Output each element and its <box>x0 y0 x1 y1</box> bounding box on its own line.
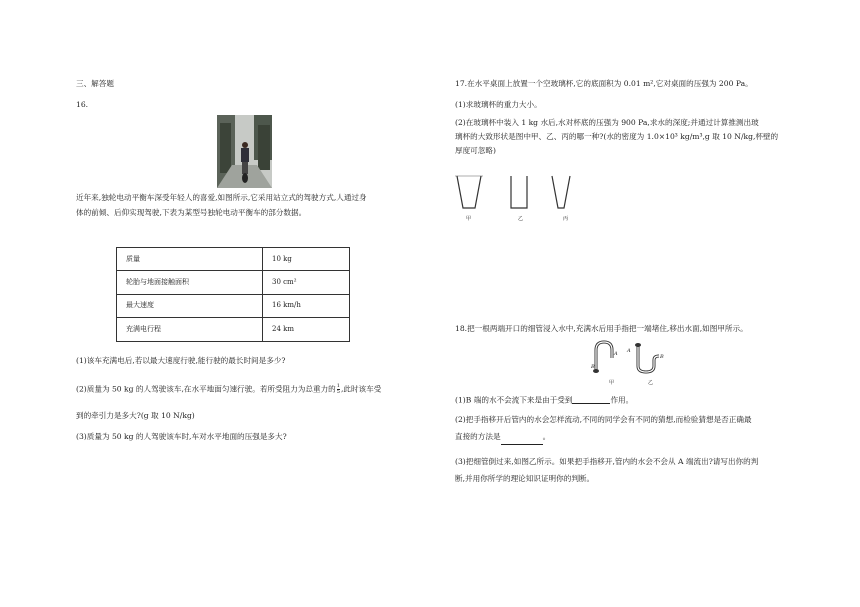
table-value: 16 km/h <box>263 294 350 317</box>
fraction-numerator: 1 <box>336 383 340 389</box>
q17-line1: 17.在水平桌面上放置一个空玻璃杯,它的底面积为 0.01 m²,它对桌面的压强为 200 Pa。 <box>455 79 753 88</box>
q18-sub2-line2 <box>455 428 752 445</box>
q16-sub2-text-b: ,此时该车受 <box>340 384 382 394</box>
q16-sub2-text-a: (2)质量为 50 kg 的人驾驶该车,在水平地面匀速行驶。若所受阻力为总重力的 <box>76 384 336 394</box>
table-value: 10 kg <box>263 248 350 271</box>
tube-figure-jia <box>590 340 622 378</box>
tube-end-a: A <box>614 351 618 357</box>
table-row <box>117 271 350 294</box>
q18-sub1-text-b: 作用。 <box>610 395 634 405</box>
table-row <box>117 248 350 271</box>
unicycle-photo <box>217 115 272 188</box>
q18-sub2-text-b: 。 <box>542 432 551 441</box>
q16-sub3: (3)质量为 50 kg 的人驾驶该车时,车对水平地面的压强是多大? <box>76 432 287 441</box>
cup-label-yi: 乙 <box>518 216 524 222</box>
answer-blank[interactable] <box>572 395 610 404</box>
q16-intro-line2: 体的前倾、后仰实现驾驶,下表为某型号独轮电动平衡车的部分数据。 <box>76 208 307 217</box>
q16-sub2-line2: 到的牵引力是多大?(g 取 10 N/kg) <box>76 411 195 420</box>
cup-label-jia: 甲 <box>466 216 472 222</box>
tube-figure-yi <box>632 342 664 378</box>
spec-table <box>116 247 350 342</box>
tube-label-jia: 甲 <box>609 380 615 386</box>
q17-sub1: (1)求玻璃杯的重力大小。 <box>455 100 542 109</box>
fraction <box>337 384 340 395</box>
tube-end-a2: A <box>627 348 631 354</box>
tube-end-b: B <box>591 364 595 370</box>
q18-sub1 <box>455 395 633 404</box>
q18-line1: 18.把一根两端开口的细管浸入水中,充满水后用手指把一端堵住,移出水面,如图甲所示。 <box>455 324 748 333</box>
table-row <box>117 294 350 317</box>
table-label: 质量 <box>117 248 263 271</box>
tube-end-b2: B <box>660 354 664 360</box>
q16-sub2 <box>76 384 381 395</box>
table-value: 30 cm² <box>263 271 350 294</box>
q17-sub2-line2: 璃杯的大致形状是图中甲、乙、丙的哪一种?(水的密度为 1.0×10³ kg/m³,g 取 10 N/kg,杯壁的 <box>455 132 779 141</box>
fraction-denominator: 5 <box>336 389 340 395</box>
table-label: 轮胎与地面接触面积 <box>117 271 263 294</box>
q18-sub3-line1: (3)把细管倒过来,如图乙所示。如果把手指移开,管内的水会不会从 A 端流出?请写出你的判 <box>455 457 759 466</box>
table-label: 最大速度 <box>117 294 263 317</box>
answer-blank[interactable] <box>501 436 543 445</box>
q17-sub2-line3: 厚度可忽略) <box>455 146 496 155</box>
section-heading: 三、解答题 <box>76 79 114 88</box>
q18-sub3-line2: 断,并用你所学的理论知识证明你的判断。 <box>455 474 595 483</box>
table-row <box>117 318 350 341</box>
q16-intro-line1: 近年来,独轮电动平衡车深受年轻人的喜爱,如图所示,它采用站立式的驾驶方式,人通过身 <box>76 193 367 202</box>
q16-sub1: (1)该车充满电后,若以最大速度行驶,能行驶的最长时间是多少? <box>76 356 286 365</box>
q17-sub2-line1: (2)在玻璃杯中装入 1 kg 水后,水对杯底的压强为 900 Pa,求水的深度;并通过计算推测出玻 <box>455 118 759 127</box>
q18-sub2-text-a: 直接的方法是 <box>455 432 501 441</box>
question-16-number: 16. <box>76 100 89 109</box>
q18-sub2-line1: (2)把手指移开后管内的水会怎样流动,不同的同学会有不同的猜想,而检验猜想是否正确最 <box>455 415 752 424</box>
q18-sub1-text-a: (1)B 端的水不会流下来是由于受到 <box>455 395 573 405</box>
cups-figure <box>455 175 575 225</box>
table-value: 24 km <box>263 318 350 341</box>
tube-label-yi: 乙 <box>648 380 654 386</box>
cup-label-bing: 丙 <box>563 216 569 222</box>
table-label: 充满电行程 <box>117 318 263 341</box>
